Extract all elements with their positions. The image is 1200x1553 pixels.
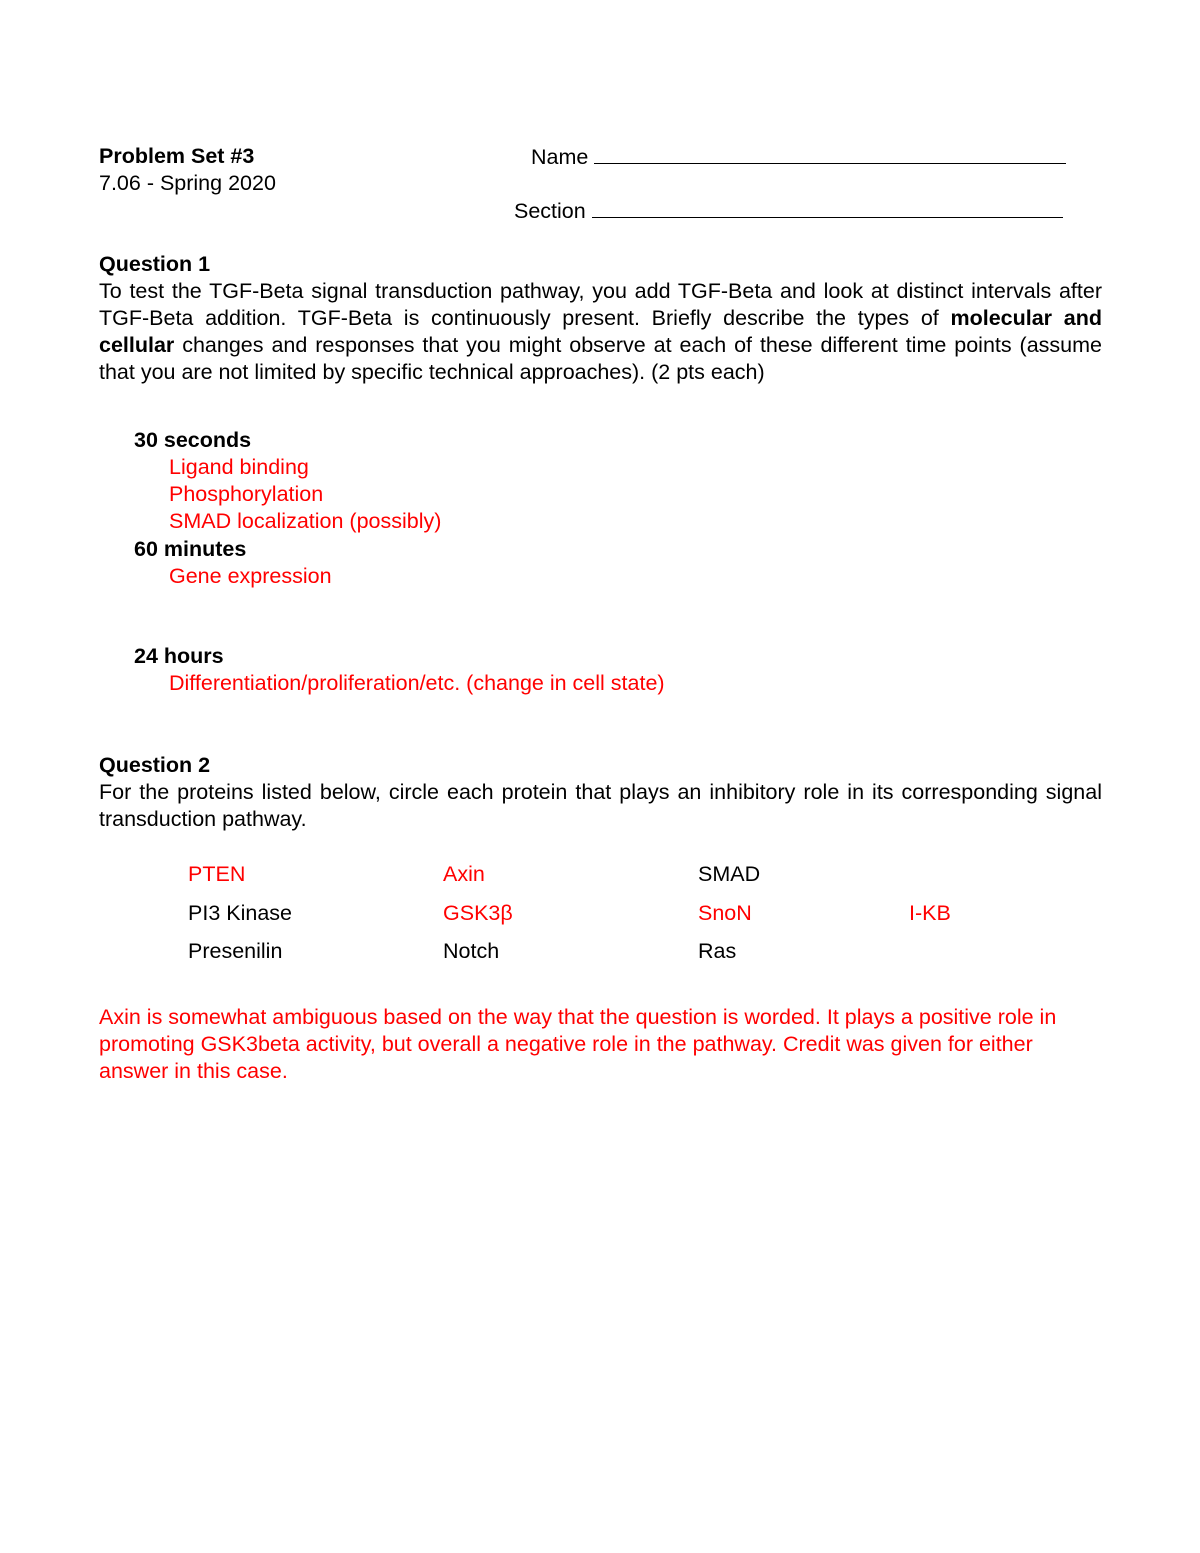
question-1-text [99,278,1102,386]
answer-differentiation: Differentiation/proliferation/etc. (change in cell state) [169,671,665,695]
question-1-text-part2: changes and responses that you might observe at each of these different time points (assume that you are not limited by specific technical approaches). (2 pts each) [99,333,1102,384]
protein-pi3-kinase[interactable]: PI3 Kinase [188,901,292,925]
section-blank-line[interactable] [592,197,1063,218]
protein-notch[interactable]: Notch [443,939,500,963]
protein-i-kb[interactable]: I-KB [909,901,951,925]
course-term: 7.06 - Spring 2020 [99,171,276,195]
protein-snon[interactable]: SnoN [698,901,752,925]
question-1-text-bold: molecular and cellular [99,306,1102,357]
protein-gsk3beta[interactable]: GSK3β [443,901,513,925]
question-1-heading: Question 1 [99,252,211,276]
answer-note: Axin is somewhat ambiguous based on the way that the question is worded. It plays a positive role in promoting GSK3beta activity, but overall a negative role in the pathway. Credit was given for either answer in this case. [99,1005,1057,1083]
protein-smad[interactable]: SMAD [698,862,761,886]
timepoint-60-minutes: 60 minutes [134,537,247,561]
section-label: Section [514,199,586,223]
section-field[interactable] [514,197,1063,225]
answer-ligand-binding: Ligand binding [169,455,309,479]
protein-pten[interactable]: PTEN [188,862,246,886]
name-field[interactable] [531,143,1066,171]
timepoint-24-hours: 24 hours [134,644,224,668]
question-2-heading: Question 2 [99,753,211,777]
answer-gene-expression: Gene expression [169,564,332,588]
timepoint-30-seconds: 30 seconds [134,428,252,452]
protein-presenilin[interactable]: Presenilin [188,939,283,963]
question-1-text-part1: To test the TGF-Beta signal transduction pathway, you add TGF-Beta and look at distinct intervals after TGF-Beta addition. TGF-Beta is continuously present. Briefly describe the types of [99,279,1102,330]
question-2-text: For the proteins listed below, circle each protein that plays an inhibitory role in its corresponding signal transduction pathway. [99,780,1102,831]
protein-axin[interactable]: Axin [443,862,485,886]
name-label: Name [531,145,589,169]
protein-ras[interactable]: Ras [698,939,737,963]
answer-phosphorylation: Phosphorylation [169,482,324,506]
problem-set-title: Problem Set #3 [99,144,255,168]
name-blank-line[interactable] [594,143,1066,164]
answer-smad-localization: SMAD localization (possibly) [169,509,442,533]
